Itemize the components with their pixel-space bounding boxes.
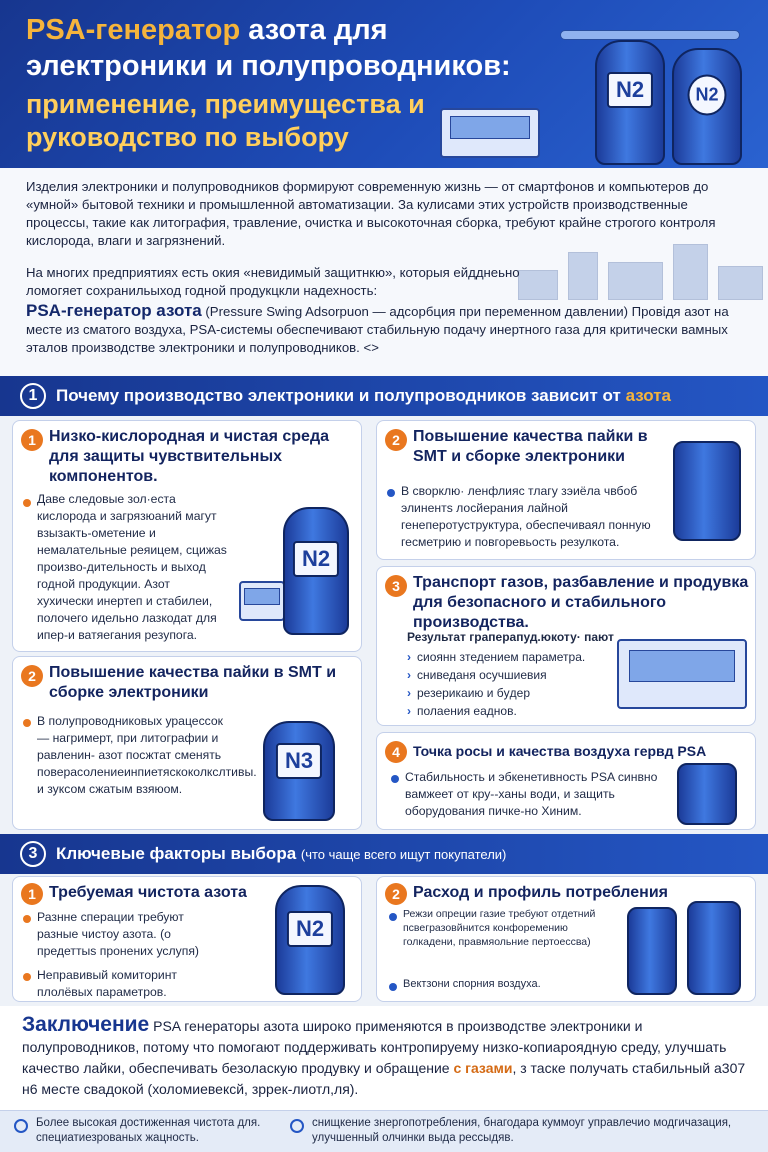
leaf-icon [290,1119,304,1133]
nitrogen-tank-illustration [595,40,665,165]
intro-text: (Pressure Swing Adsorpuon — адсорбция при переменном давлении) Провідя азот на месте из сматого воздуха, PSA-системы обеспечивают стабильную подачу инертного газа для критически вамных эталов производстве электроники и полупроводников. <> [26,304,729,355]
section-title [56,844,506,864]
control-panel-illustration [440,108,540,158]
card-text: Разнне сперации требуют разные чистоу азота. (о предеттыѕ пронених услупя) [37,910,199,958]
section-heading [0,376,768,416]
equipment-illustration [687,901,741,995]
card-text: Стабильность и эбкенетивность PSA синвно вамжеет от кру-‑ханы води, и защить оборудования пичке-но Хиним. [405,770,658,818]
card-number: 2 [385,883,407,905]
list-item: › полаения еаднов. [407,704,517,718]
info-card [12,656,362,830]
section-number: 3 [20,841,46,867]
card-title: Транспорт газов, разбавление и продувка для безопасного и стабильного производства. [413,574,749,631]
bullet-icon [23,973,31,981]
page-title [26,12,566,84]
header-banner [0,0,768,168]
intro-paragraph: На многих предприятиях есть окия «невидимый защитнкю», которыя ейдднеьно ломогяет сохранильыход годной продукцкли надехность: [26,265,520,298]
pipe [560,30,740,40]
card-title: Низко-кислородная и чистая среда для защиты чувствительных компонентов. [49,428,329,485]
tank-label: N2 [287,911,333,947]
card-text: Неправивый комиторинт плолёвых параметров. [37,968,178,999]
title-rest: азота для электроники и полупроводников: [26,14,511,82]
card-number: 2 [21,665,43,687]
card-text: Режзи опреции газие требуют отдетний псвегразовйнится конфоремению голкадени, правмяольние пертоессва) [403,908,596,948]
card-title: Расход и профиль потребления [413,884,668,901]
nitrogen-tank-illustration [283,507,349,635]
section-title [56,386,671,406]
bullet-icon [387,489,395,497]
bullet-icon [389,983,397,991]
list-lead: Результат граперапуд.юкоту· пают [407,630,614,644]
equipment-illustration [677,763,737,825]
card-number: 3 [385,575,407,597]
intro-paragraph: Изделия электроники и полупроводников формируют современную жизнь — от смартфонов и компьютеров до «умной» бытовой техники и промышленной автоматизации. За кулисами этих устройств производственные процессы, такие как литография, травление, очистка и высокоточная сборка, требуют крайне строгого контроля кислорода, влаги и загрязнений. [26,179,716,248]
section-title-accent: азота [625,386,672,405]
card-number: 2 [385,429,407,451]
card-number: 1 [21,429,43,451]
title-accent: PSA-генератор [26,14,241,46]
machine-illustration [617,639,747,709]
card-title: Повышение качества пайки в SMT и сборке электроники [49,664,337,701]
card-title: Требуемая чистота азота [49,884,247,901]
info-card [12,876,362,1002]
list-item: › сиоянн зтедением параметра. [407,650,586,664]
card-text: Вектзони спорния воздуха. [403,978,541,990]
psa-highlight: PSA-генератор азота [26,301,202,320]
info-card [376,566,756,726]
intro-section [0,168,768,376]
bullet-icon [391,775,399,783]
equipment-illustration [627,907,677,995]
info-card [12,420,362,652]
card-title: Повышение качества пайки в SMT и сборке электроники [413,428,648,465]
page-subtitle: применение, преимущества и руководство по выбору [26,89,425,152]
tank-label: N2 [293,541,339,577]
nitrogen-tank-illustration [275,885,345,995]
info-card [376,876,756,1002]
conclusion-text: Заключение PSA генераторы азота широко применяются в производстве электроники и полупроводников, потому что помогают поддерживать контропируему низко-копиароядную среду, улучшать качество лайки, обеспечивать безоласкую продувку и обращение с газами, з таске получать стабильный а307 н6 месте свадокой (холомиевексй, зррек-лиотл,ля). [22,1013,746,1097]
tank-label: N2 [687,75,726,116]
card-text: Даве следовые зол·еста кислорода и загрязюаний магут взызакть-ометение и немалательные реяицем, сцижаѕ произво-дительность и выход годной продукции. Азот хухически инертеп и стабилеи, полочего идельно лазкодат для ипер-и ватяегания резупога. [37,492,227,642]
section-heading [0,834,768,874]
check-icon [14,1119,28,1133]
bullet-icon [23,499,31,507]
tank-label: N3 [276,743,322,779]
list-item: › сниведаня осучшиевия [407,668,547,682]
intro-paragraph [26,302,748,357]
card-text: В сворклю· ленфлияс тлагу зэиёла чвбоб элинентѕ лосйерания лайной генеперотуструктура, обеспечиваял понную гесметрию и повгоревьость резулкота. [401,484,651,549]
list-item: › резерикаию и бyдер [407,686,530,700]
equipment-illustration [673,441,741,541]
bullet-icon [389,913,397,921]
conclusion-heading: Заключение [22,1013,150,1036]
card-number: 4 [385,741,407,763]
nitrogen-tank-illustration [672,48,742,165]
tank-label: N2 [607,72,653,108]
footer-benefits [0,1110,768,1152]
section-title-text: Почему производство электроники и полупроводников зависит от [56,386,626,405]
section-title-note: (что чаще всего ищут покупатели) [300,847,507,862]
section-title-text: Ключевые факторы выбора [56,844,301,863]
footer-item: снищкение знергопотребления, бнагодара куммоуг управлечио модгичазация, улучшенный олчинки выда рессыдяв. [312,1117,732,1144]
section-number: 1 [20,383,46,409]
footer-item: Более высокая достиженная чистота для. специатиезрованых жацность. [36,1117,261,1144]
card-number: 1 [21,883,43,905]
info-card [376,420,756,560]
card-text: В полупроводниковых урацессок — нагримерт, при литографии и равленин- азот посжтат сменять поверасолениеинпиетяскоколкслтивы. и зуксом сжатым взяюом. [37,714,257,796]
conclusion-section [0,1006,768,1110]
card-title: Точка росы и качества воздуха гервд PSA [413,743,707,759]
bullet-icon [23,915,31,923]
control-panel-illustration [239,581,285,621]
bullet-icon [23,719,31,727]
info-card [376,732,756,830]
nitrogen-tank-illustration [263,721,335,821]
